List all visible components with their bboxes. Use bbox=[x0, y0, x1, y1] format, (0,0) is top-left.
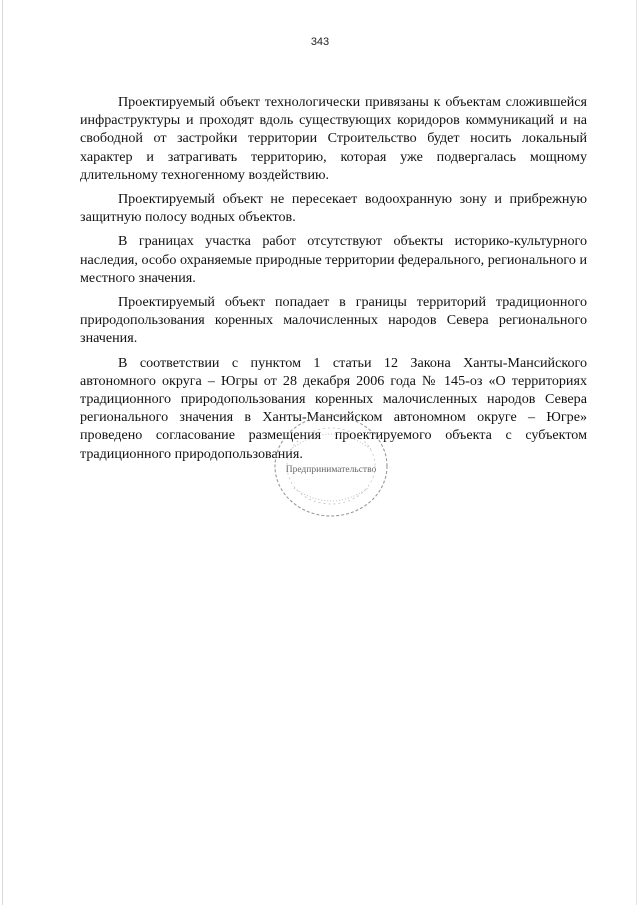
round-stamp bbox=[270, 410, 392, 522]
paragraph-infrastructure: Проектируемый объект технологически привязаны к объектам сложившейся инфраструктуры и проходят вдоль существующих коридоров коммуникаций и на свободной от застройки территории Строительство будет носить локальный характер и затрагивать территорию, которая уже подвергалась мощному длительному техногенному воздействию. bbox=[80, 94, 587, 183]
stamp-text: Предпринимательство bbox=[285, 465, 377, 475]
paragraph-law-reference: В соответствии с пунктом 1 статьи 12 Закона Ханты-Мансийского автономного округа – Югры от 28 декабря 2006 года № 145-оз «О территориях традиционного природопользования коренных малочисленных народов Севера регионального значения в Ханты-Мансийском автономном округе – Югре» проведено согласование размещения проектируемого объекта с субъектом традиционного природопользования. bbox=[80, 354, 587, 462]
scan-edge-right bbox=[636, 0, 637, 905]
paragraph-heritage: В границах участка работ отсутствуют объекты историко-культурного наследия, особо охраняемые природные территории федерального, регионального и местного значения. bbox=[80, 233, 587, 286]
paragraph-traditional-territory: Проектируемый объект попадает в границы территорий традиционного природопользования коренных малочисленных народов Севера регионального значения. bbox=[80, 294, 587, 347]
scan-edge-left bbox=[2, 0, 3, 905]
paragraph-water-protection: Проектируемый объект не пересекает водоохранную зону и прибрежную защитную полосу водных объектов. bbox=[80, 191, 587, 226]
page-number: 343 bbox=[310, 36, 330, 48]
